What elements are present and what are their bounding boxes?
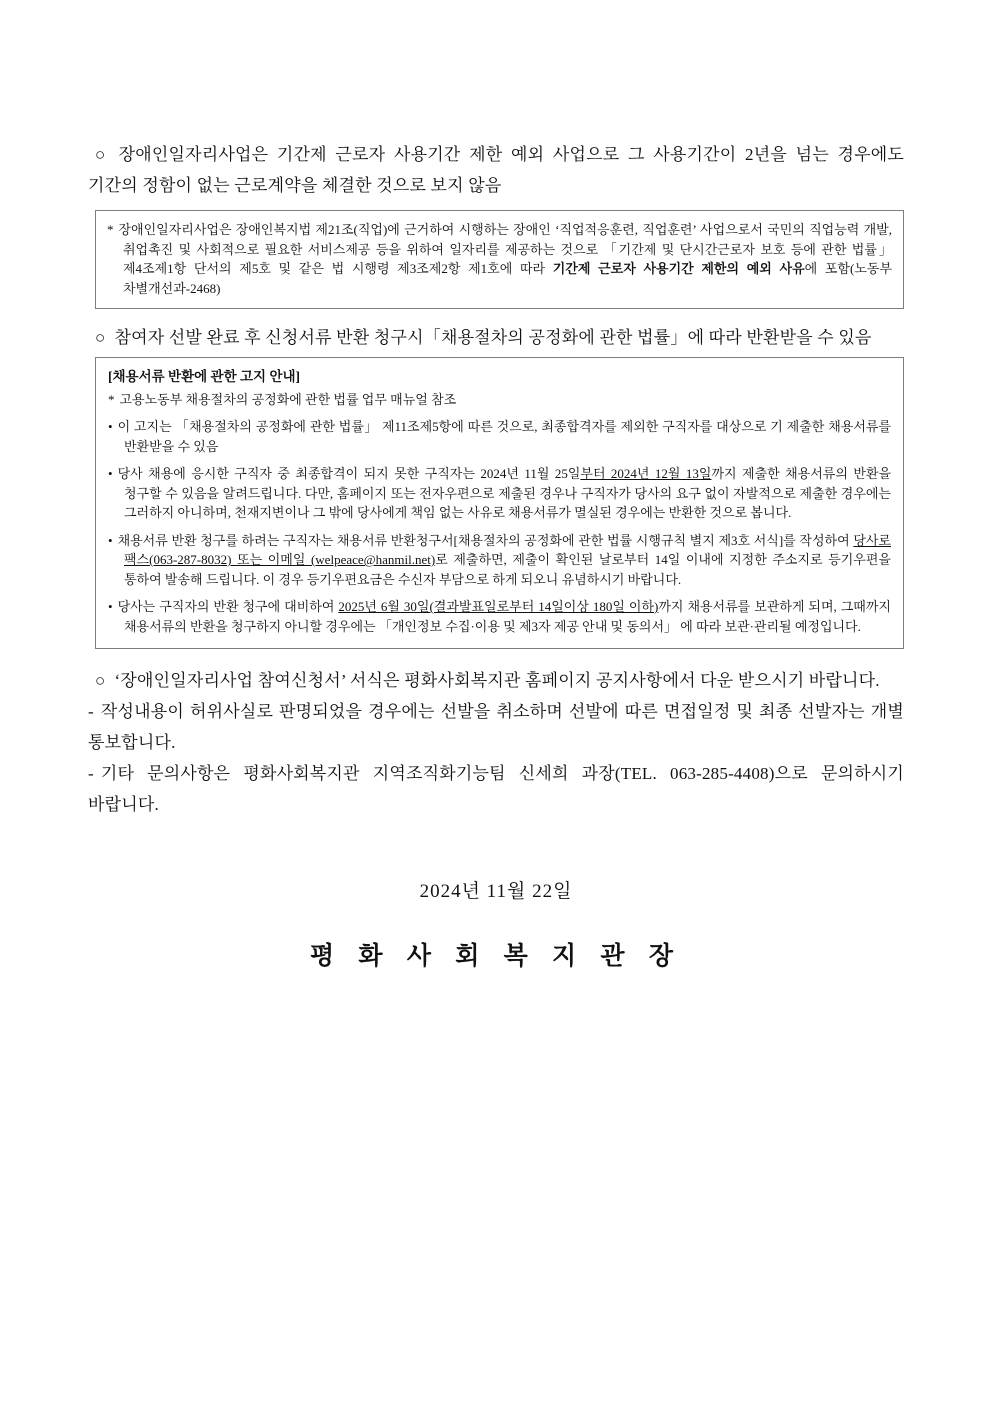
bullet-marker: •	[108, 419, 113, 434]
asterisk-marker: *	[108, 391, 115, 407]
paragraph-text: ‘장애인일자리사업 참여신청서’ 서식은 평화사회복지관 홈페이지 공지사항에서 다운 받으시기 바랍니다.	[114, 671, 880, 690]
bullet-text: 로 제출하면, 제출이 확인된 날로부터 14일 이내에 지정한 주소지로 등기우편을 통하여 발송해 드립니다. 이 경우 등기우편요금은 수신자 부담으로 하게 되오니 유념하시기 바랍니다.	[124, 552, 891, 587]
bullet-text: 당사는 구직자의 반환 청구에 대비하여	[117, 599, 339, 614]
bullet-marker: •	[108, 599, 113, 614]
paragraph-contact-info	[88, 758, 904, 820]
paragraph-false-statement	[88, 696, 904, 758]
bullet-marker: •	[108, 466, 113, 481]
subtitle-text: 고용노동부 채용절차의 공정화에 관한 법률 업무 매뉴얼 참조	[119, 391, 457, 407]
paragraph-application-form	[88, 665, 904, 696]
dash-marker: -	[88, 702, 94, 721]
paragraph-text: 기타 문의사항은 평화사회복지관 지역조직화기능팀 신세희 과장(TEL. 063-285-4408)으로 문의하시기 바랍니다.	[88, 764, 904, 814]
paragraph-fixed-term-exception	[88, 139, 904, 201]
signature-title: 평 화 사 회 복 지 관 장	[310, 943, 682, 970]
circle-marker: ○	[95, 328, 106, 347]
bullet-text: 이 고지는 「채용절차의 공정화에 관한 법률」 제11조제5항에 따른 것으로, 최종합격자를 제외한 구직자를 대상으로 기 제출한 채용서류를 반환받을 수 있음	[117, 419, 891, 454]
circle-marker: ○	[95, 671, 106, 690]
paragraph-text: 참여자 선발 완료 후 신청서류 반환 청구시「채용절차의 공정화에 관한 법률」에 따라 반환받을 수 있음	[114, 328, 872, 347]
paragraph-document-return	[88, 322, 904, 353]
document-date: 2024년 11월 22일	[419, 881, 573, 902]
bullet-text: 채용서류 반환 청구를 하려는 구직자는 채용서류 반환청구서[채용절차의 공정화에 관한 법률 시행규칙 별지 제3호 서식]를 작성하여	[117, 532, 854, 548]
bullet-text: 까지 제출한 채용서류의 반환을 청구할 수 있음을 알려드립니다. 다만, 홈페이지 또는 전자우편으로 제출된 경우나 구직자가 당사의 요구 없이 자발적으로 제출한 경우에는 그러하지 아니하며, 천재지변이나 그 밖에 당사에게 책임 없는 사유로 채용서류가 멸실된 경우에는 반환한 것으로 봅니다.	[124, 466, 891, 520]
law-note-part: 장애인일자리사업은 장애인복지법 제21조(직업)에 근거하여 시행하는 장애인 ‘직업적응훈련, 직업훈련’ 사업으로서 국민의 직업능력 개발, 취업촉진 및 사회적으로 필요한 서비스제공 등을 위하여 일자리를 제공하는 것으로 「기간제 및 단시간근로자 보호 등에 관한 법률」 제4조제1항 단서의 제5호 및 같은 법 시행령 제3조제2항 제1호에 따라	[118, 222, 892, 276]
notice-bullet-3	[108, 531, 891, 590]
paragraph-text: 장애인일자리사업은 기간제 근로자 사용기간 제한 예외 사업으로 그 사용기간이 2년을 넘는 경우에도 기간의 정함이 없는 근로계약을 체결한 것으로 보지 않음	[88, 145, 904, 195]
law-note-text	[107, 220, 892, 298]
bullet-marker: •	[108, 532, 113, 548]
closing-block	[88, 665, 904, 820]
bullet-text-underlined: 2025년 6월 30일(결과발표일로부터 14일이상 180일 이하)	[338, 599, 659, 614]
circle-marker: ○	[95, 145, 110, 164]
bullet-text: 까지 채용서류를 보관하게 되며, 그때까지 채용서류의 반환을 청구하지 아니할 경우에는 「개인정보 수집·이용 및 제3자 제공 안내 및 동의서」 에 따라 보관·관리될 예정입니다.	[124, 599, 891, 634]
return-notice-title: [채용서류 반환에 관한 고지 안내]	[108, 369, 301, 384]
law-note-box	[95, 210, 904, 309]
notice-bullet-4	[108, 597, 891, 636]
paragraph-text: 작성내용이 허위사실로 판명되었을 경우에는 선발을 취소하며 선발에 따른 면접일정 및 최종 선발자는 개별 통보합니다.	[88, 702, 904, 752]
notice-bullet-1	[108, 417, 891, 456]
return-notice-box	[95, 357, 904, 649]
bullet-text: 당사 채용에 응시한 구직자 중 최종합격이 되지 못한 구직자는 2024년 11월 25일	[117, 466, 581, 481]
bullet-text-underlined: 당사로 팩스(063-287-8032) 또는 이메일 (welpeace@hanmil.net)	[124, 532, 891, 567]
law-note-part: 에 포함(노동부 차별개선과-2468)	[123, 261, 892, 296]
return-notice-subtitle	[108, 390, 891, 410]
law-note-part-bold: 기간제 근로자 사용기간 제한의 예외 사유	[552, 261, 805, 276]
bullet-text-underlined: 부터 2024년 12월 13일	[580, 466, 712, 481]
notice-bullet-2	[108, 464, 891, 523]
dash-marker: -	[88, 764, 94, 783]
asterisk-marker: *	[107, 222, 114, 237]
